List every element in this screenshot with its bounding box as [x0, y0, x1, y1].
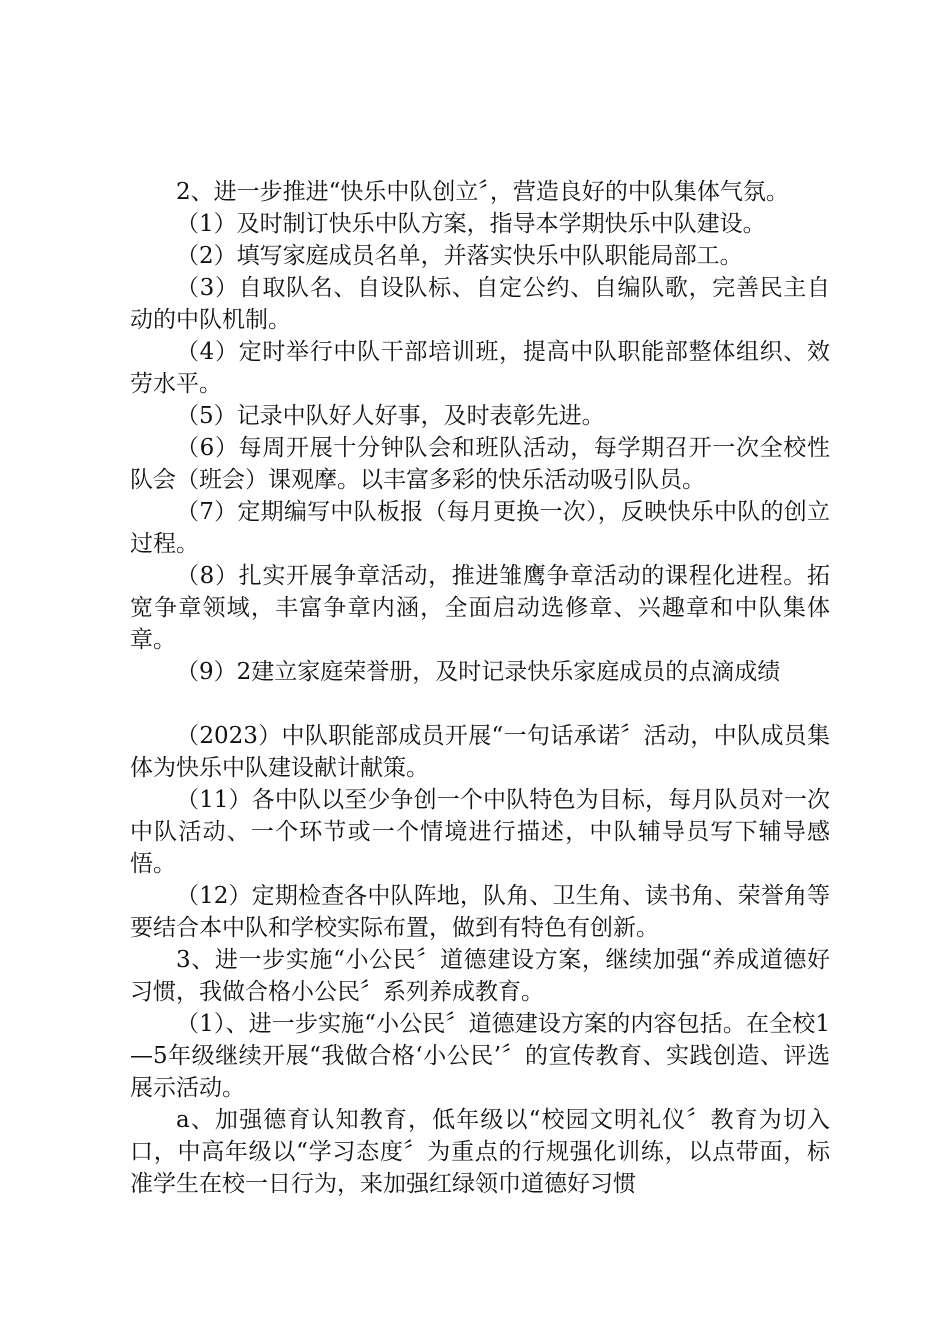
document-body [130, 176, 830, 1200]
paragraph-item-1: （1）及时制订快乐中队方案，指导本学期快乐中队建设。 [176, 211, 766, 237]
paragraph-item-2: （2）填写家庭成员名单，并落实快乐中队职能局部工。 [176, 243, 743, 269]
paragraph-item-6: （6）每周开展十分钟队会和班队活动，每学期召开一次全校性队会（班会）课观摩。以丰富多彩的快乐活动吸引队员。 [130, 435, 830, 493]
paragraph-item-12: （12）定期检查各中队阵地，队角、卫生角、读书角、荣誉角等要结合本中队和学校实际布置，做到有特色有创新。 [130, 883, 830, 941]
paragraph-item-5: （5）记录中队好人好事，及时表彰先进。 [176, 403, 605, 429]
paragraph-item-4: （4）定时举行中队干部培训班，提高中队职能部整体组织、效劳水平。 [130, 339, 830, 397]
paragraph-3-item-1: （1）、进一步实施“小公民〞道德建设方案的内容包括。在全校1—5年级继续开展“我做合格‘小公民’〞的宣传教育、实践创造、评选展示活动。 [130, 1011, 830, 1101]
paragraph-item-11: （11）各中队以至少争创一个中队特色为目标，每月队员对一次中队活动、一个环节或一个情境进行描述，中队辅导员写下辅导感悟。 [130, 787, 830, 877]
paragraph-item-7: （7）定期编写中队板报（每月更换一次），反映快乐中队的创立过程。 [130, 499, 830, 557]
blank-line [130, 688, 830, 720]
paragraph-3-item-a: a、加强德育认知教育，低年级以“校园文明礼仪〞教育为切入口，中高年级以“学习态度〞为重点的行规强化训练，以点带面，标准学生在校一日行为，来加强红绿领巾道德好习惯 [130, 1107, 830, 1197]
paragraph-item-8: （8）扎实开展争章活动，推进雏鹰争章活动的课程化进程。拓宽争章领域，丰富争章内涵，全面启动选修章、兴趣章和中队集体章。 [130, 563, 830, 653]
paragraph-2-heading: 2、进一步推进“快乐中队创立〞，营造良好的中队集体气氛。 [176, 179, 789, 205]
paragraph-item-2023: （2023）中队职能部成员开展“一句话承诺〞活动，中队成员集体为快乐中队建设献计献策。 [130, 723, 830, 781]
paragraph-item-3: （3）自取队名、自设队标、自定公约、自编队歌，完善民主自动的中队机制。 [130, 275, 830, 333]
paragraph-3-heading: 3、进一步实施“小公民〞道德建设方案，继续加强“养成道德好习惯，我做合格小公民〞系列养成教育。 [130, 947, 830, 1005]
paragraph-item-9: （9）2建立家庭荣誉册，及时记录快乐家庭成员的点滴成绩 [176, 659, 781, 685]
